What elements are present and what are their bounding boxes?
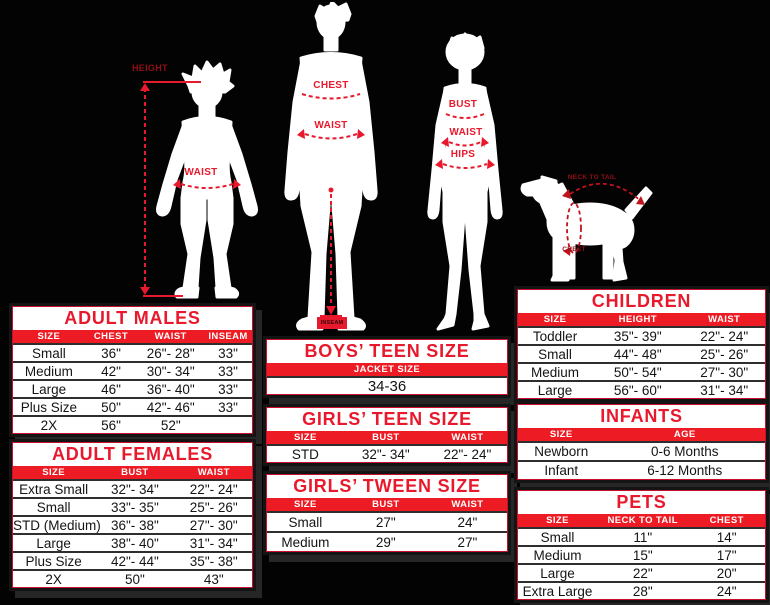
column-header: CHEST xyxy=(93,331,129,342)
column-header: SIZE xyxy=(42,467,65,478)
table-cell: 44"- 48" xyxy=(613,346,662,362)
table-cell: 32"- 34" xyxy=(110,481,159,497)
table-cell: Medium xyxy=(281,534,330,550)
adult_males-header-row xyxy=(13,330,252,343)
adult-males-table xyxy=(12,306,253,434)
table-cell: 42"- 46" xyxy=(146,399,195,415)
column-header: AGE xyxy=(673,429,696,440)
infants-table xyxy=(517,404,766,480)
table-row xyxy=(267,376,507,394)
table-row xyxy=(13,479,252,497)
adult_females-header-row xyxy=(13,466,252,479)
table-cell: Medium xyxy=(24,363,73,379)
dog-silhouette xyxy=(522,177,651,280)
table-cell: 29" xyxy=(375,534,396,550)
table-cell: 35"- 38" xyxy=(189,553,238,569)
table-cell: Plus Size xyxy=(20,399,77,415)
table-row xyxy=(13,533,252,551)
column-header: SIZE xyxy=(37,331,61,342)
table-row xyxy=(267,531,507,551)
table-cell: Plus Size xyxy=(25,553,82,569)
table-cell: 22"- 24" xyxy=(700,328,749,344)
boys-teen-size-table xyxy=(266,339,508,395)
table-cell: 22"- 24" xyxy=(443,446,492,462)
man-chest-label: CHEST xyxy=(313,80,349,91)
table-cell: 52" xyxy=(160,417,181,433)
table-row xyxy=(13,551,252,569)
table-row xyxy=(13,569,252,587)
table-row xyxy=(13,361,252,379)
table-cell: 27"- 30" xyxy=(189,517,238,533)
dog-chest-label: CHEST xyxy=(562,246,586,253)
column-header: SIZE xyxy=(294,432,317,443)
infants-title: INFANTS xyxy=(600,406,683,426)
table-cell: 27" xyxy=(375,514,396,530)
table-cell: 2X xyxy=(40,417,58,433)
table-cell: 36"- 40" xyxy=(146,381,195,397)
boy-height-label: HEIGHT xyxy=(132,63,168,73)
adult_males-title: ADULT MALES xyxy=(64,308,201,328)
table-cell: 31"- 34" xyxy=(189,535,238,551)
table-cell: Large xyxy=(36,535,71,551)
column-header: INSEAM xyxy=(208,331,248,342)
table-row xyxy=(267,444,507,462)
adult_females-title: ADULT FEMALES xyxy=(51,444,214,464)
children-table xyxy=(517,289,766,399)
table-cell: 33" xyxy=(218,345,238,361)
table-cell: Small xyxy=(31,345,66,361)
woman-figure xyxy=(402,30,527,342)
table-cell: 28" xyxy=(632,583,653,599)
table-row xyxy=(518,527,765,545)
column-header: WAIST xyxy=(154,331,187,342)
boys_teen-header-row xyxy=(267,363,507,376)
column-header: SIZE xyxy=(549,429,573,440)
man-inseam-label: INSEAM xyxy=(317,317,347,329)
adult-females-table xyxy=(12,442,253,588)
table-cell: Small xyxy=(288,514,323,530)
table-cell: 35"- 39" xyxy=(613,328,662,344)
column-header: BUST xyxy=(372,432,400,443)
table-row xyxy=(13,515,252,533)
column-header: WAIST xyxy=(197,467,230,478)
table-cell: 38"- 40" xyxy=(110,535,159,551)
column-header: WAIST xyxy=(708,314,741,325)
table-cell: 56"- 60" xyxy=(613,382,662,398)
table-row xyxy=(518,545,765,563)
boys_teen-title: BOYS’ TEEN SIZE xyxy=(304,341,470,361)
table-cell: 33"- 35" xyxy=(110,499,159,515)
girls-teen-size-table xyxy=(266,407,508,463)
table-cell: Small xyxy=(538,346,572,362)
table-cell: 30"- 34" xyxy=(146,363,195,379)
table-row xyxy=(13,415,252,433)
table-cell: 50" xyxy=(124,571,145,587)
woman-waist-label: WAIST xyxy=(449,127,483,138)
table-cell: 20" xyxy=(716,565,737,581)
table-cell: Medium xyxy=(531,364,580,380)
table-row xyxy=(518,362,765,380)
table-cell: 27" xyxy=(457,534,478,550)
woman-hips-label: HIPS xyxy=(450,149,476,160)
table-row xyxy=(518,460,765,479)
boy-silhouette xyxy=(158,62,257,297)
table-cell: Infant xyxy=(544,463,579,478)
table-cell: STD (Medium) xyxy=(13,517,101,533)
table-cell: 25"- 26" xyxy=(700,346,749,362)
table-cell: 36" xyxy=(101,345,121,361)
table-cell: 14" xyxy=(716,529,737,545)
table-row xyxy=(13,397,252,415)
children-header-row xyxy=(518,313,765,326)
table-cell: 31"- 34" xyxy=(700,382,749,398)
table-cell: 42"- 44" xyxy=(110,553,159,569)
table-cell: 24" xyxy=(457,514,478,530)
table-cell: 33" xyxy=(218,381,238,397)
table-row xyxy=(13,497,252,515)
children-title: CHILDREN xyxy=(591,291,692,311)
boy-figure xyxy=(135,58,265,304)
table-row xyxy=(267,511,507,531)
table-cell: STD xyxy=(291,446,319,462)
column-header: WAIST xyxy=(451,432,484,443)
column-header: WAIST xyxy=(451,499,484,510)
table-cell: Extra Large xyxy=(522,583,593,599)
woman-bust-label: BUST xyxy=(448,99,478,110)
pets-table xyxy=(517,490,766,600)
table-row xyxy=(13,379,252,397)
infants-header-row xyxy=(518,428,765,441)
table-cell: 50"- 54" xyxy=(613,364,662,380)
man-figure xyxy=(268,2,398,340)
table-cell: Toddler xyxy=(532,328,578,344)
table-cell: Large xyxy=(31,381,67,397)
table-cell: 2X xyxy=(45,571,62,587)
girls-tween-size-table xyxy=(266,474,508,552)
table-cell: 0-6 Months xyxy=(650,444,719,459)
column-header: SIZE xyxy=(294,499,317,510)
pets-title: PETS xyxy=(616,492,667,512)
column-header: SIZE xyxy=(546,515,569,526)
dog-neck-to-tail-label: NECK TO TAIL xyxy=(567,174,617,181)
dog-figure xyxy=(518,166,658,292)
table-row xyxy=(518,441,765,460)
table-cell: 56" xyxy=(101,417,121,433)
table-cell: 43" xyxy=(203,571,224,587)
table-cell: 27"- 30" xyxy=(700,364,749,380)
table-cell: 24" xyxy=(716,583,737,599)
table-cell: 32"- 34" xyxy=(361,446,410,462)
table-cell: 25"- 26" xyxy=(189,499,238,515)
table-cell: 33" xyxy=(218,363,238,379)
table-cell: Newborn xyxy=(534,444,589,459)
table-cell: Large xyxy=(537,382,573,398)
table-row xyxy=(13,343,252,361)
table-cell: 34-36 xyxy=(367,378,407,395)
table-cell: 15" xyxy=(632,547,653,563)
table-row xyxy=(518,380,765,398)
table-cell: 22" xyxy=(632,565,653,581)
woman-silhouette xyxy=(429,34,501,329)
column-header: BUST xyxy=(372,499,400,510)
table-cell: 22"- 24" xyxy=(189,481,238,497)
table-cell: 33" xyxy=(218,399,238,415)
man-waist-label: WAIST xyxy=(314,120,348,131)
pets-header-row xyxy=(518,514,765,527)
table-cell: 11" xyxy=(633,529,653,545)
column-header: CHEST xyxy=(709,515,744,526)
column-header: BUST xyxy=(121,467,149,478)
table-cell: 6-12 Months xyxy=(647,463,723,478)
table-cell: 26"- 28" xyxy=(146,345,195,361)
table-cell: 50" xyxy=(101,399,121,415)
table-cell: Medium xyxy=(533,547,582,563)
column-header: HEIGHT xyxy=(618,314,657,325)
table-cell: 17" xyxy=(716,547,737,563)
column-header: NECK TO TAIL xyxy=(607,515,678,526)
table-cell: 42" xyxy=(101,363,121,379)
table-cell: 36"- 38" xyxy=(110,517,159,533)
column-header: SIZE xyxy=(543,314,567,325)
column-header: JACKET SIZE xyxy=(353,364,421,375)
girls_teen-title: GIRLS’ TEEN SIZE xyxy=(302,409,472,429)
table-row xyxy=(518,344,765,362)
table-row xyxy=(518,563,765,581)
table-cell: Large xyxy=(540,565,575,581)
table-cell: Small xyxy=(540,529,575,545)
table-row xyxy=(518,581,765,599)
table-cell: 46" xyxy=(101,381,121,397)
boy-waist-label: WAIST xyxy=(184,167,218,178)
girls_tween-title: GIRLS’ TWEEN SIZE xyxy=(293,476,481,496)
table-cell: Small xyxy=(36,499,71,515)
girls_teen-header-row xyxy=(267,431,507,444)
table-cell: Extra Small xyxy=(19,481,89,497)
table-row xyxy=(518,326,765,344)
girls_tween-header-row xyxy=(267,498,507,511)
